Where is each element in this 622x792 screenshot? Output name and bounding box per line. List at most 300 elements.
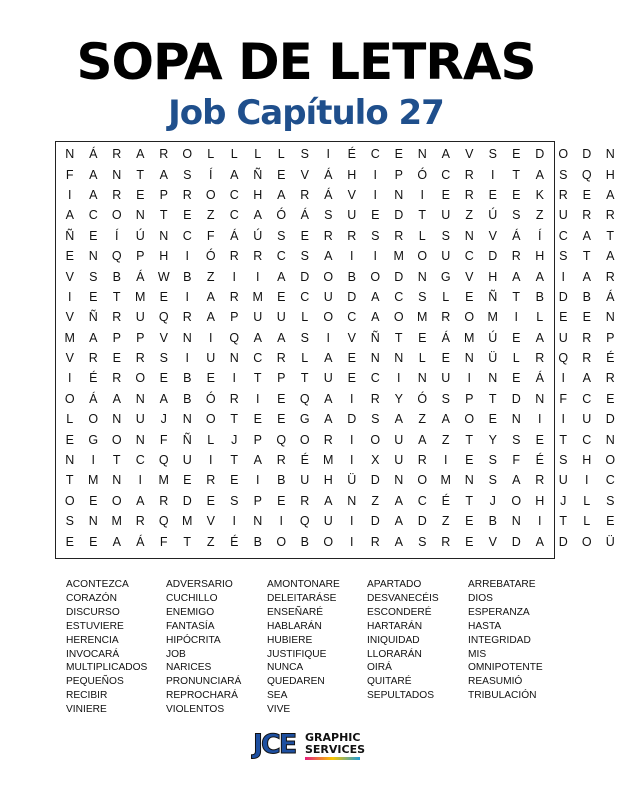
grid-cell: É: [230, 534, 239, 549]
grid-cell: P: [606, 330, 615, 345]
grid-cell: A: [136, 493, 145, 508]
grid-cell: B: [183, 391, 192, 406]
grid-cell: T: [512, 289, 521, 304]
word-item: INVOCARÁ: [66, 648, 120, 660]
grid-cell: T: [183, 534, 192, 549]
grid-cell: A: [371, 289, 380, 304]
word-item: AMONTONARE: [267, 579, 340, 590]
grid-cell: F: [559, 391, 568, 406]
grid-cell: R: [464, 167, 474, 182]
grid-cell: D: [535, 147, 545, 162]
grid-cell: E: [465, 289, 474, 304]
grid-cell: R: [558, 187, 568, 202]
grid-cell: Z: [206, 534, 215, 549]
grid-cell: A: [253, 330, 262, 345]
grid-cell: A: [394, 514, 403, 529]
grid-cell: D: [394, 269, 404, 284]
grid-cell: I: [420, 187, 424, 202]
word-item: DESVANECÉIS: [367, 592, 439, 604]
grid-cell: Á: [136, 534, 145, 549]
grid-cell: U: [253, 310, 263, 325]
grid-row: [58, 205, 622, 225]
logo-mark: JCE: [253, 729, 296, 760]
grid-cell: V: [65, 351, 74, 366]
word-item: HIPÓCRITA: [166, 634, 221, 646]
grid-cell: Á: [230, 228, 239, 243]
grid-cell: U: [441, 371, 451, 386]
grid-cell: N: [535, 391, 545, 406]
grid-cell: E: [89, 289, 98, 304]
grid-cell: I: [232, 371, 236, 386]
grid-cell: B: [277, 473, 286, 488]
letter-grid-inner: [58, 144, 622, 552]
grid-cell: T: [465, 493, 474, 508]
grid-cell: A: [277, 330, 286, 345]
grid-cell: P: [253, 432, 262, 447]
grid-cell: R: [182, 310, 192, 325]
grid-cell: É: [300, 453, 309, 468]
puzzle-title: SOPA DE LETRAS: [76, 33, 536, 91]
grid-cell: Q: [581, 167, 592, 182]
grid-cell: R: [112, 310, 122, 325]
grid-cell: D: [370, 473, 380, 488]
grid-cell: R: [112, 147, 122, 162]
grid-cell: Á: [324, 187, 333, 202]
grid-cell: I: [561, 269, 565, 284]
grid-cell: Í: [209, 167, 213, 182]
word-item: ACONTEZCA: [66, 579, 129, 590]
word-column-3: [267, 578, 377, 717]
grid-cell: I: [373, 167, 377, 182]
grid-cell: Ó: [417, 167, 428, 182]
grid-cell: A: [89, 167, 98, 182]
grid-cell: R: [605, 371, 615, 386]
grid-cell: B: [488, 514, 497, 529]
word-item: CUCHILLO: [166, 592, 218, 604]
grid-cell: S: [441, 228, 450, 243]
grid-cell: S: [606, 493, 615, 508]
grid-cell: R: [441, 310, 451, 325]
grid-cell: I: [397, 371, 401, 386]
grid-cell: A: [324, 412, 333, 427]
grid-cell: I: [350, 534, 354, 549]
grid-cell: E: [488, 187, 497, 202]
grid-cell: A: [606, 249, 615, 264]
word-item: ARREBATARE: [468, 579, 536, 590]
grid-cell: P: [136, 330, 145, 345]
grid-cell: C: [88, 208, 98, 223]
grid-cell: O: [182, 147, 193, 162]
grid-cell: E: [300, 228, 309, 243]
grid-cell: Í: [538, 228, 542, 243]
grid-cell: E: [112, 351, 121, 366]
grid-cell: I: [256, 473, 260, 488]
grid-cell: T: [253, 371, 262, 386]
word-item: PRONUNCIARÁ: [166, 676, 242, 688]
grid-cell: N: [112, 167, 122, 182]
grid-cell: I: [350, 514, 354, 529]
grid-cell: N: [605, 310, 615, 325]
grid-cell: Y: [394, 391, 403, 406]
grid-cell: Q: [299, 391, 310, 406]
grid-cell: E: [465, 453, 474, 468]
grid-cell: O: [135, 371, 146, 386]
grid-cell: Ñ: [182, 432, 192, 447]
grid-cell: S: [559, 249, 568, 264]
grid-cell: Q: [229, 330, 240, 345]
grid-cell: R: [535, 351, 545, 366]
grid-cell: Q: [158, 310, 169, 325]
grid-cell: A: [512, 269, 521, 284]
grid-row: [58, 450, 622, 470]
grid-cell: C: [253, 351, 263, 366]
grid-cell: Z: [206, 269, 215, 284]
grid-cell: K: [535, 187, 544, 202]
grid-cell: T: [559, 514, 568, 529]
grid-cell: U: [135, 310, 145, 325]
grid-cell: O: [417, 249, 428, 264]
grid-cell: C: [558, 228, 568, 243]
grid-cell: A: [418, 432, 427, 447]
grid-cell: Ñ: [253, 167, 263, 182]
grid-cell: B: [347, 269, 356, 284]
grid-cell: E: [183, 208, 192, 223]
grid-cell: O: [370, 269, 381, 284]
grid-cell: É: [535, 453, 544, 468]
grid-cell: M: [135, 289, 146, 304]
grid-cell: P: [136, 249, 145, 264]
jce-logo: [253, 729, 366, 761]
grid-cell: A: [512, 473, 521, 488]
grid-cell: Z: [371, 493, 380, 508]
grid-cell: I: [585, 473, 589, 488]
grid-cell: U: [300, 473, 310, 488]
grid-cell: O: [323, 310, 334, 325]
grid-cell: S: [371, 228, 380, 243]
grid-cell: Ú: [253, 228, 263, 243]
grid-cell: I: [68, 371, 72, 386]
word-item: DISCURSO: [66, 606, 120, 618]
grid-cell: L: [207, 147, 215, 162]
grid-cell: D: [300, 269, 310, 284]
grid-cell: Á: [606, 289, 615, 304]
grid-cell: M: [158, 473, 169, 488]
word-column-5: [468, 578, 578, 703]
grid-row: [58, 511, 622, 531]
grid-cell: A: [582, 228, 591, 243]
word-item: OIRÁ: [367, 662, 392, 674]
grid-cell: M: [111, 514, 122, 529]
grid-cell: C: [347, 310, 357, 325]
grid-cell: V: [65, 310, 74, 325]
grid-cell: C: [464, 249, 474, 264]
grid-cell: R: [441, 534, 451, 549]
grid-cell: O: [417, 473, 428, 488]
grid-cell: N: [394, 473, 404, 488]
grid-cell: S: [300, 147, 309, 162]
grid-cell: N: [347, 493, 357, 508]
grid-cell: C: [605, 473, 615, 488]
grid-cell: T: [512, 167, 521, 182]
letter-grid: [55, 141, 616, 559]
grid-cell: Ú: [135, 228, 145, 243]
grid-cell: A: [253, 208, 262, 223]
grid-cell: O: [64, 391, 75, 406]
grid-cell: V: [206, 514, 215, 529]
grid-cell: G: [88, 432, 99, 447]
grid-cell: D: [511, 534, 521, 549]
grid-cell: E: [65, 249, 74, 264]
word-item: ADVERSARIO: [166, 579, 233, 590]
grid-cell: E: [89, 534, 98, 549]
grid-cell: B: [183, 371, 192, 386]
grid-cell: L: [418, 351, 426, 366]
word-column-1: [66, 578, 176, 717]
grid-cell: B: [183, 269, 192, 284]
grid-row: [58, 368, 622, 388]
grid-cell: E: [89, 228, 98, 243]
grid-cell: S: [418, 534, 427, 549]
grid-cell: A: [324, 391, 333, 406]
grid-cell: I: [538, 514, 542, 529]
grid-cell: N: [182, 412, 192, 427]
grid-cell: V: [465, 269, 474, 284]
grid-cell: I: [68, 187, 72, 202]
grid-cell: T: [418, 208, 427, 223]
grid-cell: E: [582, 310, 591, 325]
grid-cell: H: [535, 249, 545, 264]
grid-cell: J: [160, 412, 167, 427]
grid-cell: L: [583, 514, 591, 529]
grid-cell: R: [159, 147, 169, 162]
grid-cell: A: [206, 289, 215, 304]
grid-cell: S: [488, 453, 497, 468]
grid-cell: N: [65, 453, 75, 468]
grid-cell: F: [512, 453, 521, 468]
grid-cell: É: [347, 147, 356, 162]
grid-cell: O: [370, 432, 381, 447]
grid-cell: D: [347, 289, 357, 304]
grid-cell: E: [136, 187, 145, 202]
grid-cell: Ú: [488, 330, 498, 345]
word-item: ENSEÑARÉ: [267, 606, 324, 618]
word-item: INIQUIDAD: [367, 634, 420, 646]
grid-row: [58, 491, 622, 511]
grid-cell: O: [111, 493, 122, 508]
grid-cell: N: [112, 412, 122, 427]
grid-cell: T: [159, 208, 168, 223]
grid-cell: R: [112, 371, 122, 386]
grid-cell: T: [230, 412, 239, 427]
grid-cell: L: [277, 147, 285, 162]
grid-cell: R: [582, 330, 592, 345]
grid-cell: U: [323, 514, 333, 529]
grid-cell: E: [371, 208, 380, 223]
grid-cell: R: [88, 351, 98, 366]
grid-cell: S: [559, 453, 568, 468]
grid-cell: O: [205, 412, 216, 427]
grid-cell: É: [89, 371, 98, 386]
grid-cell: M: [487, 310, 498, 325]
word-item: ESTUVIERE: [66, 620, 124, 632]
grid-cell: D: [558, 289, 568, 304]
grid-cell: L: [66, 412, 74, 427]
grid-cell: R: [464, 187, 474, 202]
grid-cell: C: [441, 167, 451, 182]
logo-line-2: SERVICES: [305, 743, 366, 756]
grid-cell: L: [301, 351, 309, 366]
grid-row: [58, 246, 622, 266]
grid-cell: U: [558, 473, 568, 488]
grid-cell: U: [347, 208, 357, 223]
grid-cell: C: [182, 228, 192, 243]
grid-cell: Ñ: [488, 289, 498, 304]
grid-cell: O: [299, 432, 310, 447]
grid-cell: R: [511, 249, 521, 264]
grid-cell: R: [276, 351, 286, 366]
grid-cell: R: [370, 534, 380, 549]
grid-row: [58, 470, 622, 490]
grid-cell: U: [558, 208, 568, 223]
grid-cell: D: [182, 493, 192, 508]
grid-cell: R: [582, 351, 592, 366]
grid-cell: Z: [418, 412, 427, 427]
grid-cell: N: [394, 351, 404, 366]
grid-row: [58, 185, 622, 205]
grid-cell: T: [136, 167, 145, 182]
grid-cell: T: [465, 432, 474, 447]
grid-cell: J: [231, 432, 238, 447]
grid-cell: Q: [276, 432, 287, 447]
grid-cell: D: [582, 147, 592, 162]
grid-cell: V: [65, 269, 74, 284]
grid-cell: N: [135, 391, 145, 406]
grid-cell: A: [394, 493, 403, 508]
grid-row: [58, 144, 622, 164]
grid-cell: Á: [89, 147, 98, 162]
word-item: OMNIPOTENTE: [468, 662, 543, 674]
grid-cell: T: [230, 453, 239, 468]
grid-cell: Ú: [488, 208, 498, 223]
grid-row: [58, 389, 622, 409]
grid-cell: O: [581, 534, 592, 549]
grid-cell: U: [441, 249, 451, 264]
grid-cell: V: [465, 147, 474, 162]
grid-cell: I: [350, 453, 354, 468]
grid-cell: I: [256, 391, 260, 406]
puzzle-subtitle: Job Capítulo 27: [168, 93, 444, 133]
grid-cell: S: [512, 432, 521, 447]
grid-row: [58, 307, 622, 327]
word-item: REASUMIÓ: [468, 676, 523, 688]
grid-cell: E: [65, 432, 74, 447]
word-item: RECIBIR: [66, 690, 108, 702]
grid-cell: T: [300, 371, 309, 386]
grid-cell: R: [135, 514, 145, 529]
word-item: APARTADO: [367, 579, 422, 590]
grid-cell: E: [277, 391, 286, 406]
grid-cell: R: [323, 432, 333, 447]
grid-cell: U: [135, 412, 145, 427]
grid-cell: E: [441, 351, 450, 366]
grid-cell: P: [159, 187, 168, 202]
grid-cell: E: [418, 330, 427, 345]
grid-cell: T: [488, 391, 497, 406]
grid-cell: T: [606, 228, 615, 243]
grid-cell: P: [394, 167, 403, 182]
grid-cell: I: [279, 514, 283, 529]
grid-cell: S: [65, 514, 74, 529]
grid-cell: C: [135, 453, 145, 468]
grid-cell: N: [135, 208, 145, 223]
grid-cell: S: [324, 208, 333, 223]
grid-cell: I: [232, 269, 236, 284]
grid-cell: A: [159, 391, 168, 406]
grid-cell: S: [277, 228, 286, 243]
grid-cell: U: [206, 351, 216, 366]
grid-cell: R: [229, 249, 239, 264]
grid-cell: Ü: [488, 351, 498, 366]
grid-cell: S: [418, 289, 427, 304]
grid-cell: Í: [115, 228, 119, 243]
word-item: ENEMIGO: [166, 606, 215, 618]
grid-row: [58, 348, 622, 368]
grid-cell: C: [394, 289, 404, 304]
word-item: VIOLENTOS: [166, 704, 225, 716]
grid-cell: E: [183, 473, 192, 488]
grid-cell: A: [441, 147, 450, 162]
grid-cell: Q: [158, 514, 169, 529]
word-item: JUSTIFIQUE: [267, 648, 327, 660]
grid-cell: O: [276, 534, 287, 549]
grid-cell: A: [535, 534, 544, 549]
grid-cell: A: [277, 269, 286, 284]
grid-cell: U: [394, 432, 404, 447]
grid-cell: A: [89, 187, 98, 202]
grid-cell: I: [209, 453, 213, 468]
word-item: CORAZÓN: [66, 592, 117, 604]
grid-cell: E: [206, 371, 215, 386]
grid-cell: C: [370, 147, 380, 162]
grid-cell: S: [300, 249, 309, 264]
grid-cell: C: [276, 249, 286, 264]
grid-cell: I: [491, 167, 495, 182]
grid-cell: S: [183, 167, 192, 182]
grid-cell: E: [512, 330, 521, 345]
grid-cell: S: [559, 167, 568, 182]
grid-cell: D: [558, 534, 568, 549]
grid-cell: N: [417, 269, 427, 284]
grid-cell: C: [229, 208, 239, 223]
grid-cell: F: [65, 167, 74, 182]
grid-cell: Ü: [347, 473, 357, 488]
grid-cell: U: [276, 310, 286, 325]
grid-cell: I: [209, 330, 213, 345]
grid-cell: O: [464, 412, 475, 427]
grid-cell: I: [467, 371, 471, 386]
grid-cell: V: [159, 330, 168, 345]
grid-cell: B: [535, 289, 544, 304]
grid-cell: R: [229, 289, 239, 304]
grid-cell: B: [253, 534, 262, 549]
grid-cell: H: [323, 473, 333, 488]
grid-cell: R: [605, 269, 615, 284]
grid-cell: I: [185, 249, 189, 264]
grid-cell: I: [256, 269, 260, 284]
grid-cell: A: [253, 453, 262, 468]
grid-cell: P: [230, 310, 239, 325]
grid-cell: R: [229, 391, 239, 406]
